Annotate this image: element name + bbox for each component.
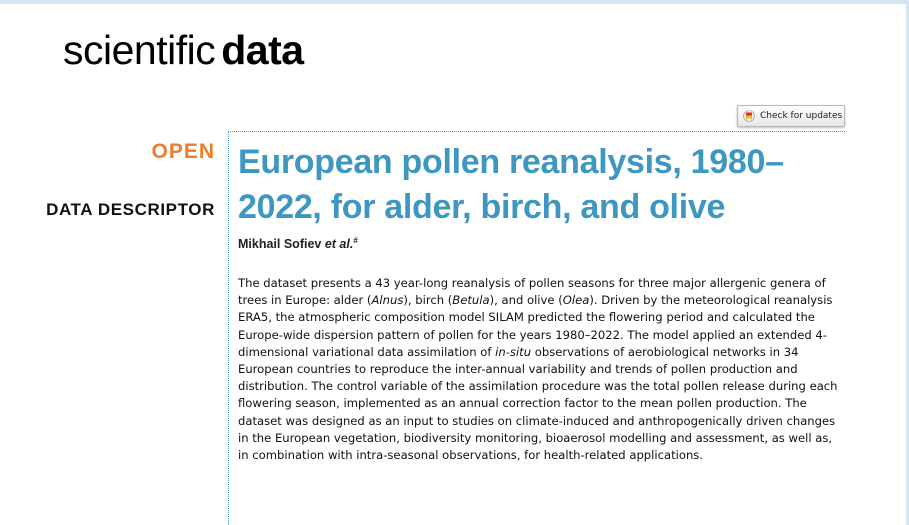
abstract-italic-term: Betula	[452, 293, 490, 308]
column-divider	[228, 131, 229, 525]
top-border	[0, 0, 909, 4]
abstract-text: ). Driven by the meteorological reanalysis ERA5, the atmospheric composition model SILAM predicted the flowering period and calculated the Europe-wide dispersion pattern of pollen for the years 1980–2022. The model applied an extended 4-dimensional variational data assimilation of	[238, 293, 833, 359]
abstract-italic-term: in-situ	[495, 344, 532, 359]
journal-logo	[63, 27, 304, 73]
crossmark-icon	[743, 110, 755, 122]
article-type-label: DATA DESCRIPTOR	[46, 200, 215, 219]
author-line	[238, 236, 358, 251]
check-for-updates-label: Check for updates	[760, 111, 843, 121]
abstract-text: The dataset presents a 43 year-long reanalysis of pollen seasons for three major allergenic genera of trees in Europe: alder (	[238, 276, 826, 308]
abstract	[238, 275, 844, 464]
journal-name-bold: data	[221, 27, 304, 73]
author-affiliation-mark: #	[353, 236, 358, 245]
author-name[interactable]: Mikhail Sofiev	[238, 237, 322, 252]
abstract-text: ), birch (	[403, 293, 453, 308]
author-etal: et al.	[324, 237, 354, 252]
abstract-italic-term: Olea	[562, 293, 590, 308]
header-divider	[230, 131, 845, 132]
abstract-italic-term: Alnus	[371, 293, 404, 308]
check-for-updates-button[interactable]	[737, 105, 845, 127]
journal-name-light: scientific	[63, 27, 216, 73]
abstract-text: ), and olive (	[489, 293, 563, 308]
open-access-label: OPEN	[151, 140, 215, 163]
article-title: European pollen reanalysis, 1980–2022, for alder, birch, and olive	[238, 143, 784, 226]
abstract-text: observations of aerobiological networks in 34 European countries to reproduce the inter-annual variability and trends of pollen production and distribution. The control variable of the assimilation procedure was the total pollen release during each flowering season, implemented as an annual correction factor to the mean pollen production. The dataset was designed as an input to studies on climate-induced and anthropogenically driven changes in the European vegetation, biodiversity monitoring, bioaerosol modelling and assessment, as well as, in combination with intra-seasonal observations, for health-related applications.	[238, 344, 838, 463]
